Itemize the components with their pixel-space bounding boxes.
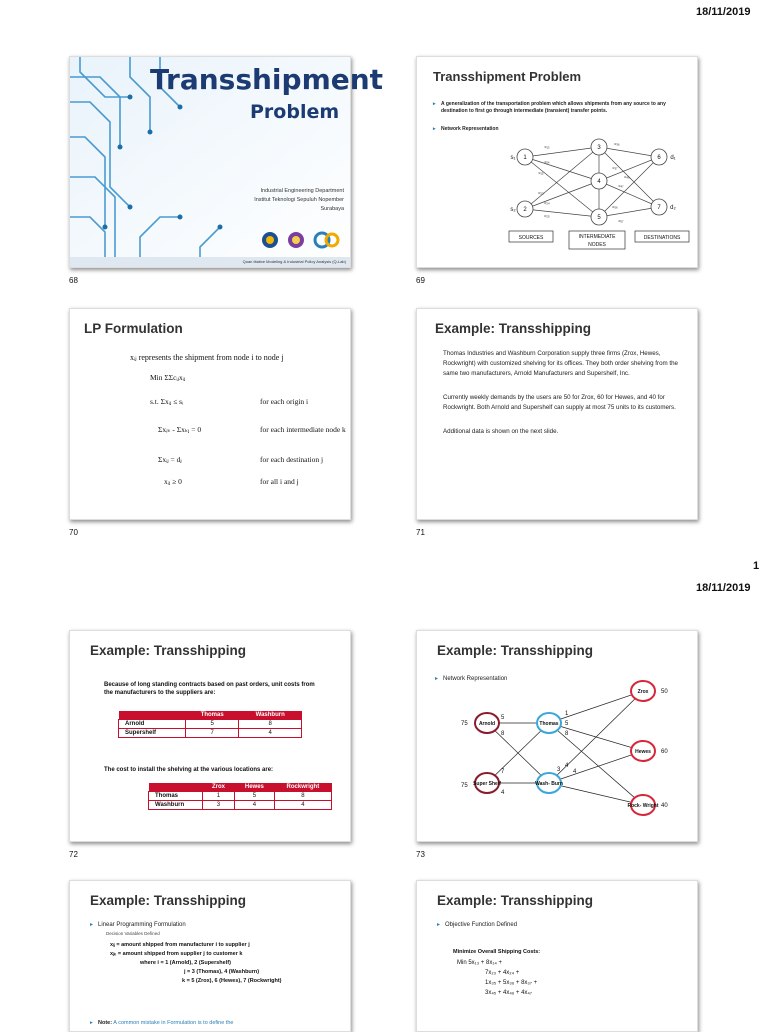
slide-number-70: 70: [69, 528, 78, 537]
svg-text:4: 4: [501, 790, 505, 796]
slide-69-bullet-2: ▸ Network Representation: [441, 125, 499, 133]
svg-text:c₂₅: c₂₅: [544, 213, 550, 218]
svg-text:4: 4: [565, 763, 569, 769]
svg-text:NODES: NODES: [588, 242, 606, 248]
network-diagram: [417, 57, 697, 267]
svg-text:c₁₄: c₁₄: [544, 159, 550, 164]
label-s2: s₂: [510, 207, 516, 213]
slide-number-69: 69: [416, 276, 425, 285]
intermediate-label: INTERMEDIATE: [578, 234, 616, 240]
node-2: 2: [523, 207, 527, 213]
svg-text:c₅₇: c₅₇: [618, 218, 624, 223]
svg-text:c₅₆: c₅₆: [612, 204, 618, 209]
slide-68-subtitle: Problem: [250, 101, 340, 123]
slide-71-para-2: Currently weekly demands by the users are 50 for Zrox, 60 for Hewes, and 40 for Rockwright. Both Arnold and Supershelf can supply at most 75 units to its customers.: [443, 394, 676, 411]
svg-text:c₁₅: c₁₅: [538, 170, 544, 175]
slide-75-title: Example: Transshipping: [437, 893, 594, 908]
svg-text:75: 75: [461, 783, 468, 789]
svg-text:4: 4: [573, 769, 577, 775]
transshipping-network: [417, 631, 697, 841]
date-top: 18/11/2019: [696, 6, 751, 18]
slide-69-title: Transshipment Problem: [433, 69, 582, 84]
slide-72: [69, 630, 351, 842]
slide-71-para-1: Thomas Industries and Washburn Corporation supply three firms (Zrox, Hewes, Rockwright) with customized shelving for its offices. They both order shelving from the same two manufacturers, Arnold Manufacturers and Supershelf, Inc.: [443, 350, 678, 377]
slide-69-bullet-1: ▸ A generalization of the transportation problem which allows shipments from any source to any destination to first go through intermediate (transient) transfer points.: [441, 101, 691, 115]
slide-74-variables: xᵢⱼ = amount shipped from manufacturer i to supplier j xⱼₖ = amount shipped from supplier j to customer k where i = 1 (Arnold), 2 (Supershelf) j = 3 (Thomas), 4 (Washburn) k = 5 (Zrox), 6 (Hewes), 7 (Rockwright): [110, 942, 282, 984]
node-5: 5: [597, 215, 601, 221]
slide-71-title: Example: Transshipping: [435, 321, 592, 336]
slide-74-bullet: ▸ Linear Programming Formulation: [98, 921, 186, 929]
svg-text:7: 7: [501, 769, 505, 775]
svg-text:60: 60: [661, 749, 668, 755]
svg-text:5: 5: [565, 721, 569, 727]
node-supershelf: Super Shelf: [473, 781, 501, 787]
slide-72-title: Example: Transshipping: [90, 643, 247, 658]
slide-73: [416, 630, 698, 842]
slide-number-68: 68: [69, 276, 78, 285]
node-7: 7: [657, 205, 661, 211]
node-4: 4: [597, 179, 601, 185]
svg-text:c₄₇: c₄₇: [618, 183, 624, 188]
label-s1: s₁: [510, 155, 516, 161]
svg-text:8: 8: [501, 731, 505, 737]
svg-text:c₃₆: c₃₆: [614, 141, 620, 146]
slide-74-note: ▸ Note: A common mistake in Formulation is to define the: [98, 1019, 233, 1027]
slide-75-sub: Minimize Overall Shipping Costs:: [453, 949, 541, 955]
svg-text:5: 5: [501, 715, 505, 721]
node-6: 6: [657, 155, 661, 161]
slide-74-sub: Decision Variables Defined: [106, 931, 160, 936]
node-3: 3: [597, 145, 601, 151]
slide-70: LP Formulation xᵢⱼ represents the shipment from node i to node j Min ΣΣcᵢⱼxᵢⱼ s.t. Σxᵢⱼ ≤ sᵢ for each origin i Σxᵢₖ - Σxₖⱼ = 0 for each intermediate node k Σxᵢⱼ = dⱼ for each destination j xᵢⱼ ≥ 0 for all i and j: [69, 308, 351, 520]
node-rockwright: Rock- Wright: [627, 803, 659, 809]
node-zrox: Zrox: [637, 689, 649, 695]
label-d2: d₂: [670, 205, 676, 211]
sources-label: SOURCES: [518, 235, 544, 241]
slide-number-73: 73: [416, 850, 425, 859]
slide-73-bullet: ▸ Network Representation: [443, 675, 507, 683]
svg-text:8: 8: [565, 731, 569, 737]
install-cost-table: Zrox Hewes Rockwright Thomas 1 5 8 Washburn 3 4 4: [148, 783, 332, 810]
node-arnold: Arnold: [478, 721, 496, 727]
manufacturer-cost-table: Thomas Washburn Arnold 5 8 Supershelf 7 4: [118, 711, 302, 738]
slide-69: [416, 56, 698, 268]
slide-68-affiliation: Industrial Engineering Department Institut Teknologi Sepuluh Nopember Surabaya: [254, 188, 344, 212]
slide-72-intro: Because of long standing contracts based on past orders, unit costs from the manufacturers to the suppliers are:: [104, 682, 315, 696]
node-hewes: Hewes: [635, 749, 651, 755]
date-mid: 18/11/2019: [696, 582, 751, 594]
objective-function: Min 5x₁₃ + 8x₁₄ + 7x₂₃ + 4x₂₄ + 1x₃₅ + 5x₃₆ + 8x₃₇ + 3x₄₅ + 4x₄₆ + 4x₄₇: [457, 960, 538, 996]
lp-intro: xᵢⱼ represents the shipment from node i to node j: [130, 353, 284, 362]
slide-number-71: 71: [416, 528, 425, 537]
node-thomas: Thomas: [539, 721, 559, 727]
slide-74-title: Example: Transshipping: [90, 893, 247, 908]
svg-text:c₄₆: c₄₆: [624, 174, 630, 179]
slide-68-footer: Quan titative Modeling & Industrial Policy Analysis (Q-Lab): [242, 259, 346, 264]
svg-text:40: 40: [661, 803, 668, 809]
slide-68: [69, 56, 384, 268]
svg-text:50: 50: [661, 689, 668, 695]
slide-74: [69, 880, 351, 1032]
svg-text:1: 1: [565, 711, 569, 717]
node-1: 1: [523, 155, 527, 161]
slide-number-72: 72: [69, 850, 78, 859]
svg-text:c₂₃: c₂₃: [538, 190, 544, 195]
label-d1: d₁: [670, 155, 676, 161]
svg-text:75: 75: [461, 721, 468, 727]
slide-73-title: Example: Transshipping: [437, 643, 594, 658]
svg-text:c₃₇: c₃₇: [612, 165, 618, 170]
svg-text:c₂₄: c₂₄: [544, 200, 550, 205]
destinations-label: DESTINATIONS: [643, 235, 681, 241]
slide-75-bullet: ▸ Objective Function Defined: [445, 921, 517, 929]
slide-71-para-3: Additional data is shown on the next slide.: [443, 428, 559, 435]
slide-75: [416, 880, 698, 1032]
slide-70-title: LP Formulation: [84, 321, 183, 336]
page-number: 1: [753, 560, 760, 572]
node-washburn: Wash- Burn: [535, 781, 563, 787]
slide-72-mid: The cost to install the shelving at the various locations are:: [104, 767, 274, 773]
svg-text:3: 3: [557, 767, 561, 773]
slide-68-title: Transshipment: [150, 63, 384, 96]
svg-text:c₁₃: c₁₃: [544, 144, 550, 149]
slide-71: [416, 308, 698, 520]
